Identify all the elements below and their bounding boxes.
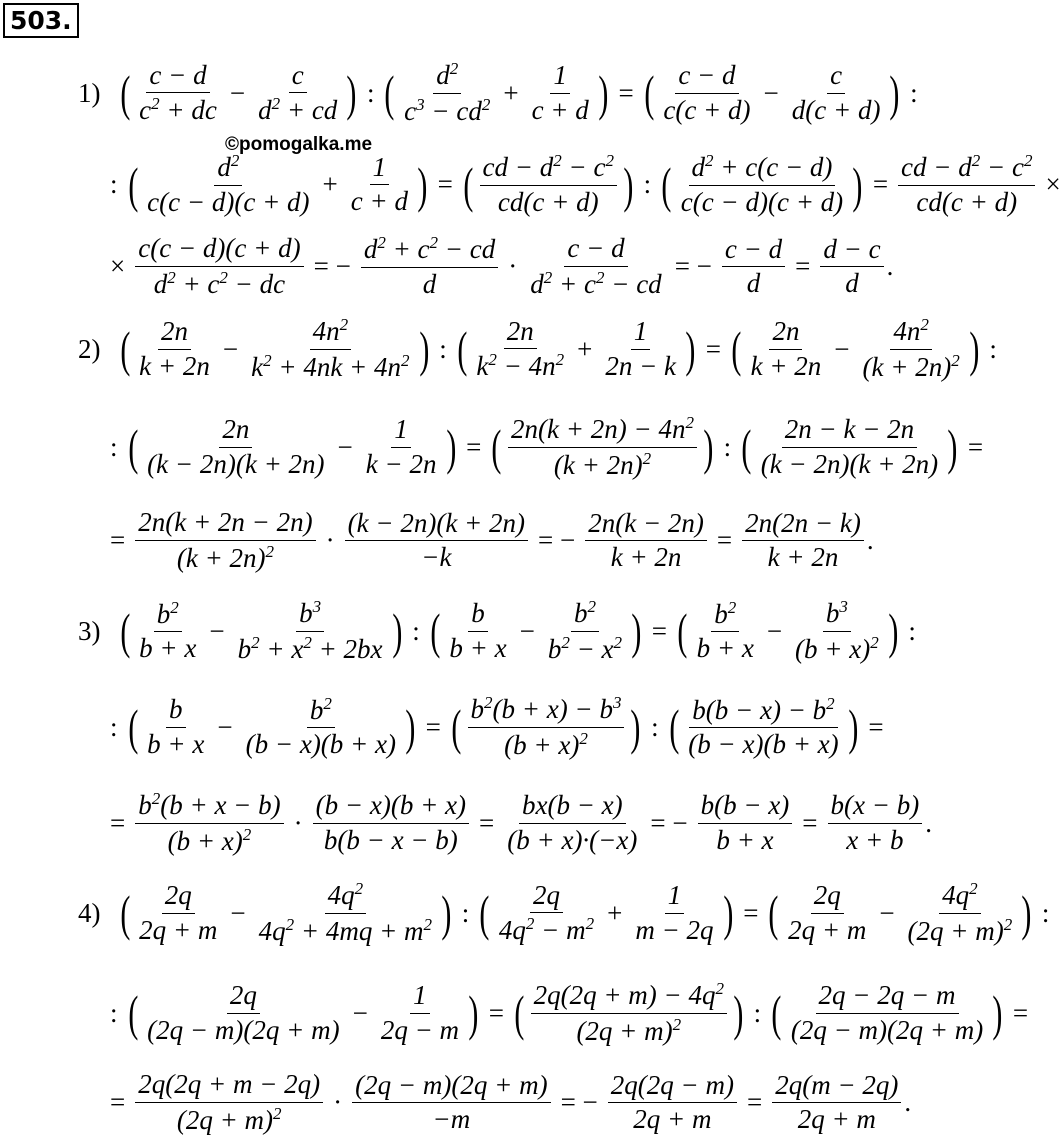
item-4-line-1: 4) ( $\frac{2q}{2q + m}$ − $\frac{4q^2}{4q^2 + 4mq + m^2}$ ) : ( $\frac{2q}{4q^2 - m^2}$ + $\frac{1}{m - 2q}$ ) = ( $\frac{2q}{2q + m}$ − $\frac{4q^2}{(2q + m)^2}$ ) :: [78, 879, 1050, 946]
item-2-line-1: 2) ( $\frac{2n}{k + 2n}$ − $\frac{4n^2}{k^2 + 4nk + 4n^2}$ ) : ( $\frac{2n}{k^2 - 4n^2}$ + $\frac{1}{2n - k}$ ) = ( $\frac{2n}{k + 2n}$ − $\frac{4n^2}{(k + 2n)^2}$ ) :: [78, 315, 997, 382]
watermark: ©pomogalka.me: [225, 134, 373, 155]
item-1-line-3: × $\frac{c(c - d)(c + d)}{d^2 + c^2 - dc}$ = − $\frac{d^2 + c^2 - cd}{d}$ · $\frac{c - d}{d^2 + c^2 - cd}$ = − $\frac{c - d}{d}$ = $\frac{d - c}{d}$ .: [110, 233, 894, 299]
item-4-line-2: : ( $\frac{2q}{(2q - m)(2q + m)}$ − $\frac{1}{2q - m}$ ) = ( $\frac{2q(2q + m) - 4q^2}{(2q + m)^2}$ ) : ( $\frac{2q - 2q - m}{(2q - m)(2q + m)}$ ) =: [110, 979, 1029, 1046]
item-1-line-1: 1) ( $\frac{c - d}{c^2 + dc}$ − $\frac{c}{d^2 + cd}$ ) : ( $\frac{d^2}{c^3 - cd^2}$ + $\frac{1}{c + d}$ ) = ( $\frac{c - d}{c(c + d)}$ − $\frac{c}{d(c + d)}$ ) :: [78, 59, 918, 126]
item-1-line-2: : ( $\frac{d^2}{c(c - d)(c + d)}$ + $\frac{1}{c + d}$ ) = ( $\frac{cd - d^2 - c^2}{cd(c + d)}$ ) : ( $\frac{d^2 + c(c - d)}{c(c - d)(c + d)}$ ) = $\frac{cd - d^2 - c^2}{cd(c + d)}$ ×: [110, 151, 1061, 217]
item-label: 2): [78, 333, 101, 364]
item-2-line-2: : ( $\frac{2n}{(k - 2n)(k + 2n)}$ − $\frac{1}{k - 2n}$ ) = ( $\frac{2n(k + 2n) - 4n^2}{(k + 2n)^2}$ ) : ( $\frac{2n - k - 2n}{(k - 2n)(k + 2n)}$ ) =: [110, 413, 984, 480]
item-label: 3): [78, 615, 101, 646]
item-2-line-3: = $\frac{2n(k + 2n - 2n)}{(k + 2n)^2}$ · $\frac{(k - 2n)(k + 2n)}{-k}$ = − $\frac{2n(k - 2n)}{k + 2n}$ = $\frac{2n(2n - k)}{k + 2n}$ .: [110, 507, 874, 573]
item-3-line-2: : ( $\frac{b}{b + x}$ − $\frac{b^2}{(b - x)(b + x)}$ ) = ( $\frac{b^2(b + x) - b^3}{(b + x)^2}$ ) : ( $\frac{b(b - x) - b^2}{(b - x)(b + x)}$ ) =: [110, 693, 884, 760]
item-3-line-3: = $\frac{b^2(b + x - b)}{(b + x)^2}$ · $\frac{(b - x)(b + x)}{b(b - x - b)}$ = $\frac{bx(b - x)}{(b + x)\cdot(-x)}$ = − $\frac{b(b - x)}{b + x}$ = $\frac{b(x - b)}{x + b}$ .: [110, 789, 932, 856]
item-label: 1): [78, 77, 101, 108]
item-label: 4): [78, 897, 101, 928]
problem-number: 503.: [3, 3, 79, 38]
item-3-line-1: 3) ( $\frac{b^2}{b + x}$ − $\frac{b^3}{b^2 + x^2 + 2bx}$ ) : ( $\frac{b}{b + x}$ − $\frac{b^2}{b^2 - x^2}$ ) = ( $\frac{b^2}{b + x}$ − $\frac{b^3}{(b + x)^2}$ ) :: [78, 597, 916, 664]
item-4-line-3: = $\frac{2q(2q + m - 2q)}{(2q + m)^2}$ · $\frac{(2q - m)(2q + m)}{-m}$ = − $\frac{2q(2q - m)}{2q + m}$ = $\frac{2q(m - 2q)}{2q + m}$ .: [110, 1069, 912, 1135]
